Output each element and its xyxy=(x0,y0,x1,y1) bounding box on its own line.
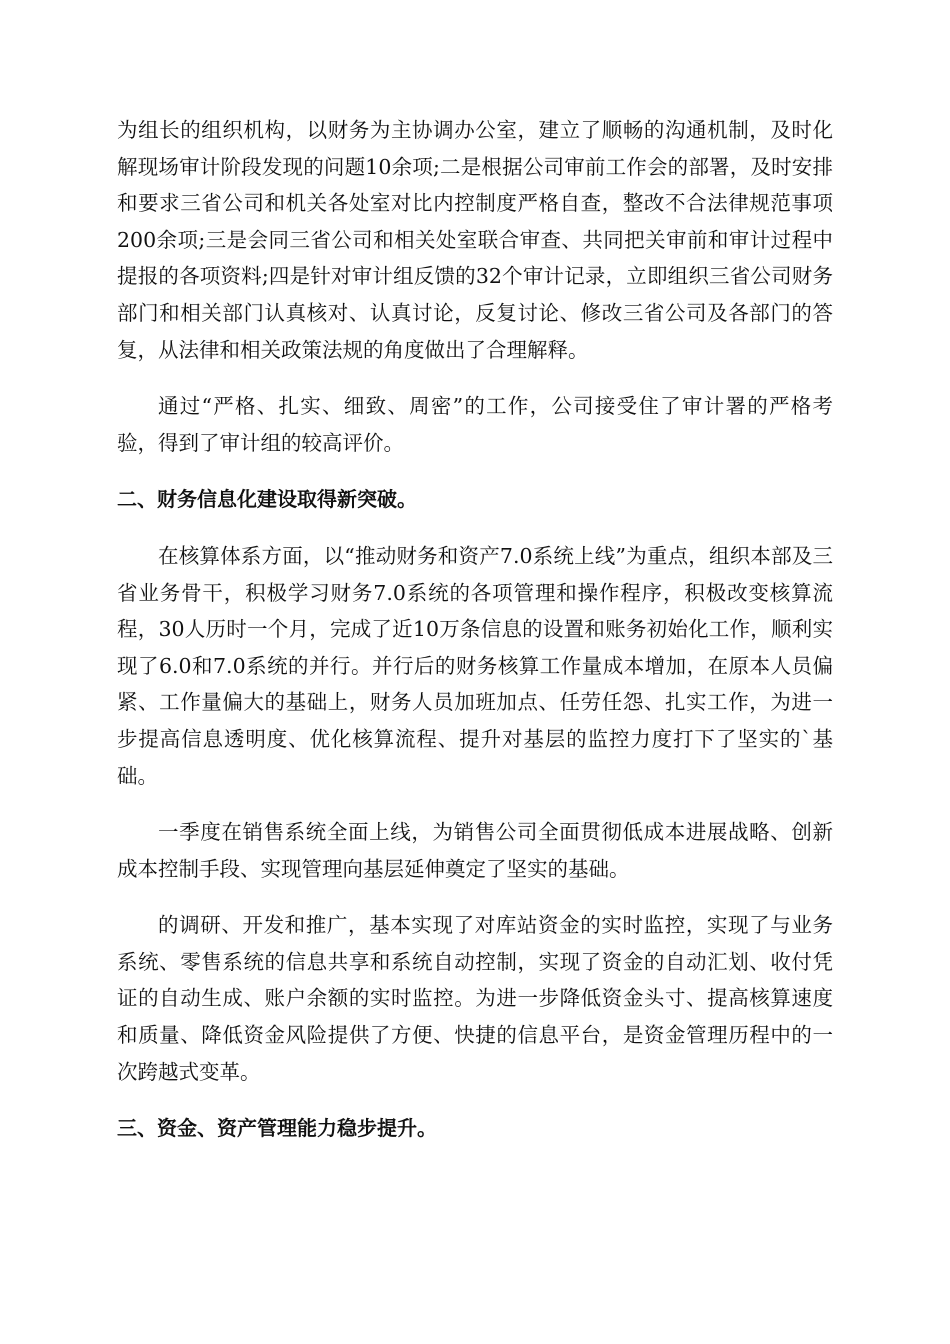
paragraph-fund-monitoring: 的调研、开发和推广，基本实现了对库站资金的实时监控，实现了与业务系统、零售系统的信息共享和系统自动控制，实现了资金的自动汇划、收付凭证的自动生成、账户余额的实时监控。为进一步降低资金头寸、提高核算速度和质量、降低资金风险提供了方便、快捷的信息平台，是资金管理历程中的一次跨越式变革。 xyxy=(117,913,833,1084)
paragraph-sales-system: 一季度在销售系统全面上线，为销售公司全面贯彻低成本进展战略、创新成本控制手段、实现管理向基层延伸奠定了坚实的基础。 xyxy=(117,820,833,881)
paragraph-audit-result: 通过“严格、扎实、细致、周密”的工作，公司接受住了审计署的严格考验，得到了审计组的较高评价。 xyxy=(117,394,833,455)
section-heading-3: 三、资金、资产管理能力稳步提升。 xyxy=(117,1116,437,1141)
document-page xyxy=(117,112,833,1147)
paragraph-accounting-system: 在核算体系方面，以“推动财务和资产7.0系统上线”为重点，组织本部及三省业务骨干，积极学习财务7.0系统的各项管理和操作程序，积极改变核算流程，30人历时一个月，完成了近10万条信息的设置和账务初始化工作，顺利实现了6.0和7.0系统的并行。并行后的财务核算工作量成本增加，在原本人员偏紧、工作量偏大的基础上，财务人员加班加点、任劳任怨、扎实工作，为进一步提高信息透明度、优化核算流程、提升对基层的监控力度打下了坚实的`基础。 xyxy=(117,543,833,788)
section-heading-2: 二、财务信息化建设取得新突破。 xyxy=(117,487,417,512)
paragraph-audit-measures: 为组长的组织机构，以财务为主协调办公室，建立了顺畅的沟通机制，及时化解现场审计阶段发现的问题10余项;二是根据公司审前工作会的部署，及时安排和要求三省公司和机关各处室对比内控制度严格自查，整改不合法律规范事项200余项;三是会同三省公司和相关处室联合审查、共同把关审前和审计过程中提报的各项资料;四是针对审计组反馈的32个审计记录，立即组织三省公司财务部门和相关部门认真核对、认真讨论，反复讨论、修改三省公司及各部门的答复，从法律和相关政策法规的角度做出了合理解释。 xyxy=(117,118,833,362)
